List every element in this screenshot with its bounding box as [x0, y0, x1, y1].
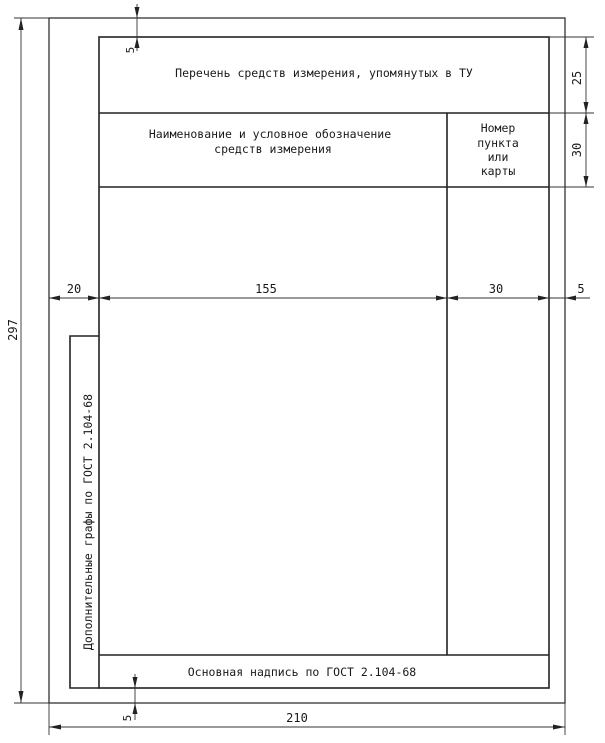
dim-30v-label: 30	[570, 142, 584, 158]
title-block-label: Основная надпись по ГОСТ 2.104-68	[187, 665, 417, 679]
column-number-line3: или	[487, 150, 509, 164]
dim-25-label: 25	[570, 70, 584, 86]
dim-155-arrow-left	[99, 296, 110, 301]
column-name-line2: средств измерения	[214, 142, 332, 156]
dim-155-arrow-right	[436, 296, 447, 301]
dim-bottom5-arrow-bottom	[133, 703, 138, 714]
dim-30-arrow-left	[447, 296, 458, 301]
dim-top5-label: 5	[124, 46, 137, 54]
dim-210-arrow-right	[553, 725, 565, 730]
column-number-line1: Номер	[480, 121, 516, 135]
dim-20-arrow-right	[88, 296, 99, 301]
column-number-line4: карты	[480, 164, 516, 178]
dim-210-label: 210	[286, 711, 308, 725]
dim-top5-arrow-bottom	[135, 37, 140, 48]
dim-30v-arrow-top	[584, 113, 589, 124]
dim-bottom5-label: 5	[121, 714, 134, 722]
dim-297-arrow-bottom	[19, 691, 24, 703]
dim-bottom5-arrow-top	[133, 677, 138, 688]
dim-20-arrow-left	[49, 296, 60, 301]
dim-30v-arrow-bottom	[584, 176, 589, 187]
header-title: Перечень средств измерения, упомянутых в ТУ	[175, 66, 473, 80]
side-strip-label: Дополнительные графы по ГОСТ 2.104-68	[81, 393, 95, 651]
dim-210-arrow-left	[49, 725, 61, 730]
dim-5-arrow-left	[565, 296, 576, 301]
dim-5-right-label: 5	[577, 282, 585, 296]
dim-297-arrow-top	[19, 18, 24, 30]
dim-30-arrow-right	[538, 296, 549, 301]
dim-25-arrow-top	[584, 37, 589, 48]
dim-top5-arrow-top	[135, 7, 140, 18]
column-name-line1: Наименование и условное обозначение	[148, 127, 392, 141]
dim-20-label: 20	[66, 282, 82, 296]
dim-155-label: 155	[255, 282, 277, 296]
dim-25-arrow-bottom	[584, 102, 589, 113]
column-number-line2: пункта	[477, 136, 519, 150]
dim-297-label: 297	[6, 319, 20, 341]
dim-30-label: 30	[488, 282, 504, 296]
